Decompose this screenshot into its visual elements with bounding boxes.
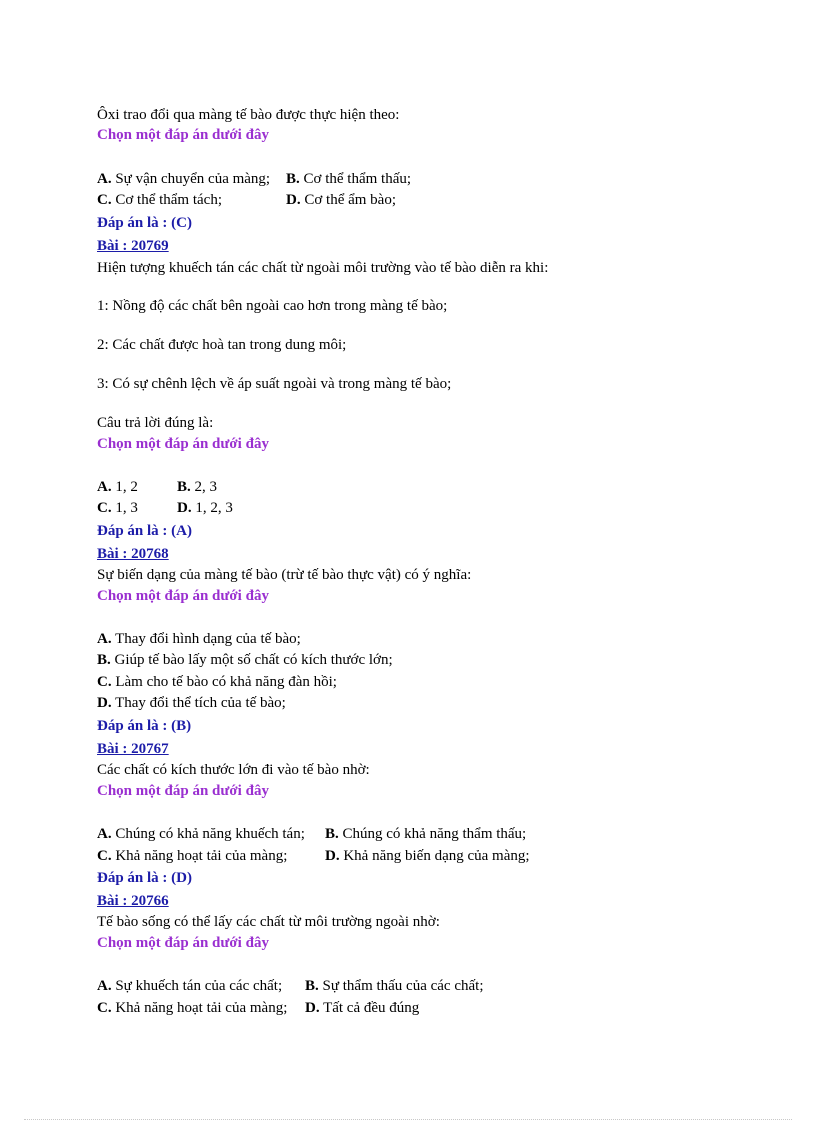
answer-key: Đáp án là : (C) — [97, 215, 193, 231]
question-stem: Tế bào sống có thể lấy các chất từ môi trường ngoài nhờ: — [97, 914, 440, 930]
options-row — [97, 847, 530, 865]
choose-answer-prompt: Chọn một đáp án dưới đây — [97, 436, 269, 452]
option-a: A. Thay đổi hình dạng của tế bào; — [97, 631, 301, 647]
question-number-link[interactable]: Bài : 20768 — [97, 546, 169, 562]
question-number-link[interactable]: Bài : 20769 — [97, 238, 169, 254]
question-number-link[interactable]: Bài : 20766 — [97, 893, 169, 909]
option-a: A. Sự khuếch tán của các chất; — [97, 978, 283, 994]
question-stem: Sự biến dạng của màng tế bào (trừ tế bào thực vật) có ý nghĩa: — [97, 567, 472, 583]
answer-key: Đáp án là : (B) — [97, 718, 192, 734]
options-row — [97, 977, 484, 995]
option-a: A. 1, 2 — [97, 479, 138, 495]
statement: 1: Nồng độ các chất bên ngoài cao hơn trong màng tế bào; — [97, 298, 448, 314]
option-d: D. Tất cả đều đúng — [305, 1000, 420, 1016]
option-d: D. Cơ thể ẩm bào; — [286, 192, 397, 208]
option-b: B. Sự thẩm thấu của các chất; — [305, 978, 484, 994]
options-row — [97, 825, 526, 843]
option-c: C. Cơ thể thẩm tách; — [97, 192, 222, 208]
options-row — [97, 191, 396, 209]
options-row — [97, 170, 411, 188]
answer-key: Đáp án là : (D) — [97, 870, 193, 886]
question-number-link[interactable]: Bài : 20767 — [97, 741, 169, 757]
option-a: A. Sự vận chuyển của màng; — [97, 171, 271, 187]
choose-answer-prompt: Chọn một đáp án dưới đây — [97, 588, 269, 604]
option-d: D. 1, 2, 3 — [177, 500, 233, 516]
page-footer-divider — [24, 1119, 792, 1120]
option-c: C. 1, 3 — [97, 500, 138, 516]
option-d: D. Khả năng biến dạng của màng; — [325, 848, 530, 864]
question-text: Câu trả lời đúng là: — [97, 415, 214, 431]
statement: 2: Các chất được hoà tan trong dung môi; — [97, 337, 347, 353]
question-stem: Ôxi trao đổi qua màng tế bào được thực hiện theo: — [97, 107, 400, 123]
option-c: C. Khả năng hoạt tải của màng; — [97, 1000, 288, 1016]
options-row — [97, 999, 419, 1017]
option-b: B. 2, 3 — [177, 479, 218, 495]
answer-key: Đáp án là : (A) — [97, 523, 193, 539]
option-b: B. Giúp tế bào lấy một số chất có kích thước lớn; — [97, 652, 393, 668]
option-c: C. Làm cho tế bào có khả năng đàn hồi; — [97, 674, 337, 690]
question-stem: Hiện tượng khuếch tán các chất từ ngoài môi trường vào tế bào diễn ra khi: — [97, 260, 549, 276]
option-c: C. Khả năng hoạt tải của màng; — [97, 848, 288, 864]
choose-answer-prompt: Chọn một đáp án dưới đây — [97, 783, 269, 799]
options-row — [97, 478, 217, 496]
option-d: D. Thay đổi thể tích của tế bào; — [97, 695, 286, 711]
statement: 3: Có sự chênh lệch về áp suất ngoài và trong màng tế bào; — [97, 376, 452, 392]
options-row — [97, 499, 233, 517]
question-stem: Các chất có kích thước lớn đi vào tế bào nhờ: — [97, 762, 370, 778]
option-a: A. Chúng có khả năng khuếch tán; — [97, 826, 305, 842]
option-b: B. Chúng có khả năng thẩm thấu; — [325, 826, 527, 842]
option-b: B. Cơ thể thẩm thấu; — [286, 171, 412, 187]
choose-answer-prompt: Chọn một đáp án dưới đây — [97, 127, 269, 143]
choose-answer-prompt: Chọn một đáp án dưới đây — [97, 935, 269, 951]
